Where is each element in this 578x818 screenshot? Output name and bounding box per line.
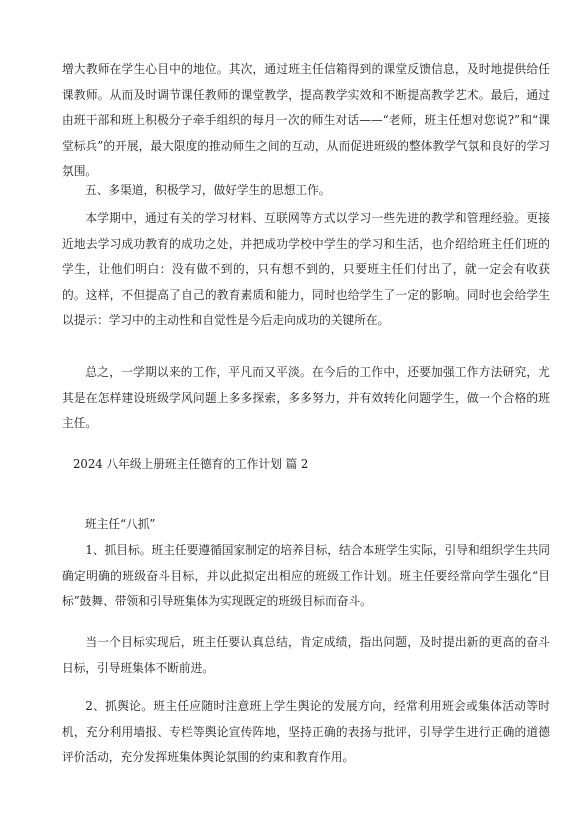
paragraph-focus-goals: 1、抓目标。班主任要遵循国家制定的培养目标，结合本班学生实际，引导和组织学生共同确定明确的班级奋斗目标，并以此拟定出相应的班级工作计划。班主任要经常向学生强化“目标”鼓舞、带领和引导班集体为实现既定的班级目标而奋斗。 (62, 543, 550, 609)
paragraph-learning-experience: 本学期中，通过有关的学习材料、互联网等方式以学习一些先进的教学和管理经验。更接近地去学习成功教育的成功之处，并把成功学校中学生的学习和生活，也介绍给班主任们班的学生，让他们明白：没有做不到的，只有想不到的，只要班主任们付出了，就一定会有收获的。这样，不但提高了自己的教育素质和能力，同时也给学生了一定的影响。同时也会给学生以提示：学习中的主动性和自觉性是今后走向成功的关键所在。 (62, 211, 550, 328)
paragraph-teacher-feedback: 增大教师在学生心目中的地位。其次，通过班主任信箱得到的课堂反馈信息，及时地提供给任课教师。从而及时调节课任教师的课堂教学，提高教学实效和不断提高教学艺术。最后，通过由班干部和班上积极分子牵手组织的每月一次的师生对话——“老师，班主任想对您说?”和“课堂标兵”的开展，最大限度的推动师生之间的互动，从而促进班级的整体教学气氛和良好的学习氛围。 (62, 62, 550, 179)
section-title: 2024 八年级上册班主任德育的工作计划 篇 2 (73, 457, 309, 471)
paragraph-focus-opinion: 2、抓舆论。班主任应随时注意班上学生舆论的发展方向，经常利用班会或集体活动等时机，充分利用墙报、专栏等舆论宣传阵地，坚持正确的表扬与批评，引导学生进行正确的道德评价活动，充分发挥班集体舆论氛围的约束和教育作用。 (62, 699, 550, 765)
paragraph-goal-review: 当一个目标实现后，班主任要认真总结，肯定成绩，指出问题，及时提出新的更高的奋斗日标，引导班集体不断前进。 (62, 635, 550, 675)
heading-multi-channel-learning: 五、多渠道，积极学习，做好学生的思想工作。 (85, 183, 331, 197)
paragraph-summary: 总之，一学期以来的工作，平凡而又平淡。在今后的工作中，还要加强工作方法研究，尤其是在怎样建设班级学风问题上多多探索，多多努力，并有效转化问题学生，做一个合格的班主任。 (62, 365, 550, 431)
subtitle-eight-focus: 班主任“八抓” (85, 517, 156, 531)
